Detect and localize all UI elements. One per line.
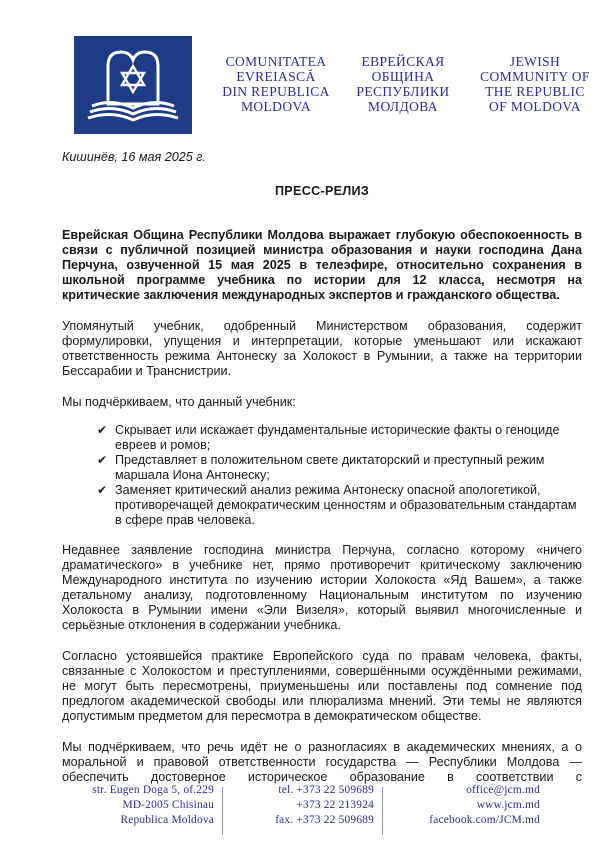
footer-facebook-link[interactable]: facebook.com/JCM.md: [429, 814, 540, 826]
org-name-line: OF MOLDOVA: [489, 99, 581, 114]
list-item: [97, 453, 582, 483]
list-item: [97, 483, 582, 528]
document-title: ПРЕСС-РЕЛИЗ: [274, 184, 370, 198]
footer-line: +373 22 213924: [296, 799, 374, 811]
org-name-line: ЕВРЕЙСКАЯ: [361, 54, 445, 69]
footer-line: Republica Moldova: [120, 814, 214, 826]
org-name-line: EVREIASCĂ: [236, 69, 316, 84]
checkmark-icon: ✔: [97, 483, 108, 497]
paragraph-echr: Согласно устоявшейся практике Европейского суда по правам человека, факты, связанные с Холокостом и преступлениями, совершёнными осуждёнными режимами, не могут быть пересмотрены, приуменьшены или поставлены под сомнение под предлогом академической свободы или плюрализма мнений. Эти темы не являются допустимым предметом для пересмотра в демократическом обществе.: [62, 649, 582, 723]
letter-body: [62, 147, 582, 785]
footer-website-link[interactable]: www.jcm.md: [476, 799, 540, 811]
footer-line: tel. +373 22 509689: [278, 784, 374, 796]
list-item: [97, 423, 582, 453]
bullet-list: [62, 423, 582, 528]
footer-divider: [222, 787, 223, 835]
lead-paragraph: Еврейская Община Республики Молдова выражает глубокую обеспокоенность в связи с публичной позицией министра образования и науки господина Дана Перчуна, озвученной 15 мая 2025 в телеэфире, относительно сохранения в школьной программе учебника по истории для 12 класса, несмотря на критические заключения международных экспертов и гражданского общества.: [62, 228, 582, 302]
paragraph-minister-statement: Недавнее заявление господина министра Перчуна, согласно которому «ничего драматического» в учебнике нет, прямо противоречит критическому заключению Международного института по изучению истории Холокоста «Яд Вашем», а также детальному анализу, подготовленному Национальным институтом по изучению Холокоста в Румынии имени «Эли Визеля», который выявил многочисленные и серьёзные отклонения в содержании учебника.: [62, 543, 582, 632]
footer-line: MD-2005 Chisinau: [122, 799, 214, 811]
list-item-text: Представляет в положительном свете диктаторский и преступный режим маршала Иона Антонеску;: [115, 453, 545, 482]
checkmark-icon: ✔: [97, 453, 108, 467]
org-name-line: DIN REPUBLICA: [222, 84, 330, 99]
paragraph-emphasis: Мы подчёркиваем, что данный учебник:: [62, 395, 296, 409]
community-logo: [74, 36, 192, 134]
org-name-russian: [344, 54, 462, 114]
checkmark-icon: ✔: [97, 423, 108, 437]
list-item-text: Заменяет критический анализ режима Антонеску опасной апологетикой, противоречащей демократическим ценностям и образовательным стандартам в сфере прав человека.: [115, 483, 577, 527]
org-name-english: [474, 54, 596, 114]
star-of-david-book-icon: [74, 36, 192, 134]
paragraph-textbook: Упомянутый учебник, одобренный Министерством образования, содержит формулировки, упущения и интерпретации, которые уменьшают или искажают ответственность режима Антонеску за Холокост в Румынии, а также на территории Бессарабии и Транснистрии.: [62, 319, 582, 378]
org-name-line: РЕСПУБЛИКИ: [356, 84, 450, 99]
org-name-line: ОБЩИНА: [371, 69, 435, 84]
org-name-line: MOLDOVA: [240, 99, 312, 114]
paragraph-responsibility: Мы подчёркиваем, что речь идёт не о разногласиях в академических мнениях, а о моральной и правовой ответственности государства — Республики Молдова — обеспечить достоверное историческое образование в соответствии с: [62, 740, 582, 784]
org-name-line: COMMUNITY OF: [480, 69, 590, 84]
footer-phones: [234, 783, 374, 828]
footer-email-link[interactable]: office@jcm.md: [466, 784, 540, 796]
footer-divider: [382, 787, 383, 835]
org-name-line: THE REPUBLIC: [485, 84, 585, 99]
org-name-romanian: [212, 54, 340, 114]
letterhead: [0, 0, 616, 140]
footer-line: fax. +373 22 509689: [275, 814, 374, 826]
org-name-line: COMUNITATEA: [225, 54, 327, 69]
footer-line: str. Eugen Doga 5, of.229: [92, 784, 214, 796]
footer-web: [386, 783, 540, 828]
org-name-line: МОЛДОВА: [368, 99, 438, 114]
list-item-text: Скрывает или искажает фундаментальные исторические факты о геноциде евреев и ромов;: [115, 423, 560, 452]
letter-date: Кишинёв, 16 мая 2025 г.: [62, 150, 206, 164]
letter-footer: [0, 783, 616, 843]
footer-address: [76, 783, 214, 828]
org-name-line: JEWISH: [509, 54, 561, 69]
